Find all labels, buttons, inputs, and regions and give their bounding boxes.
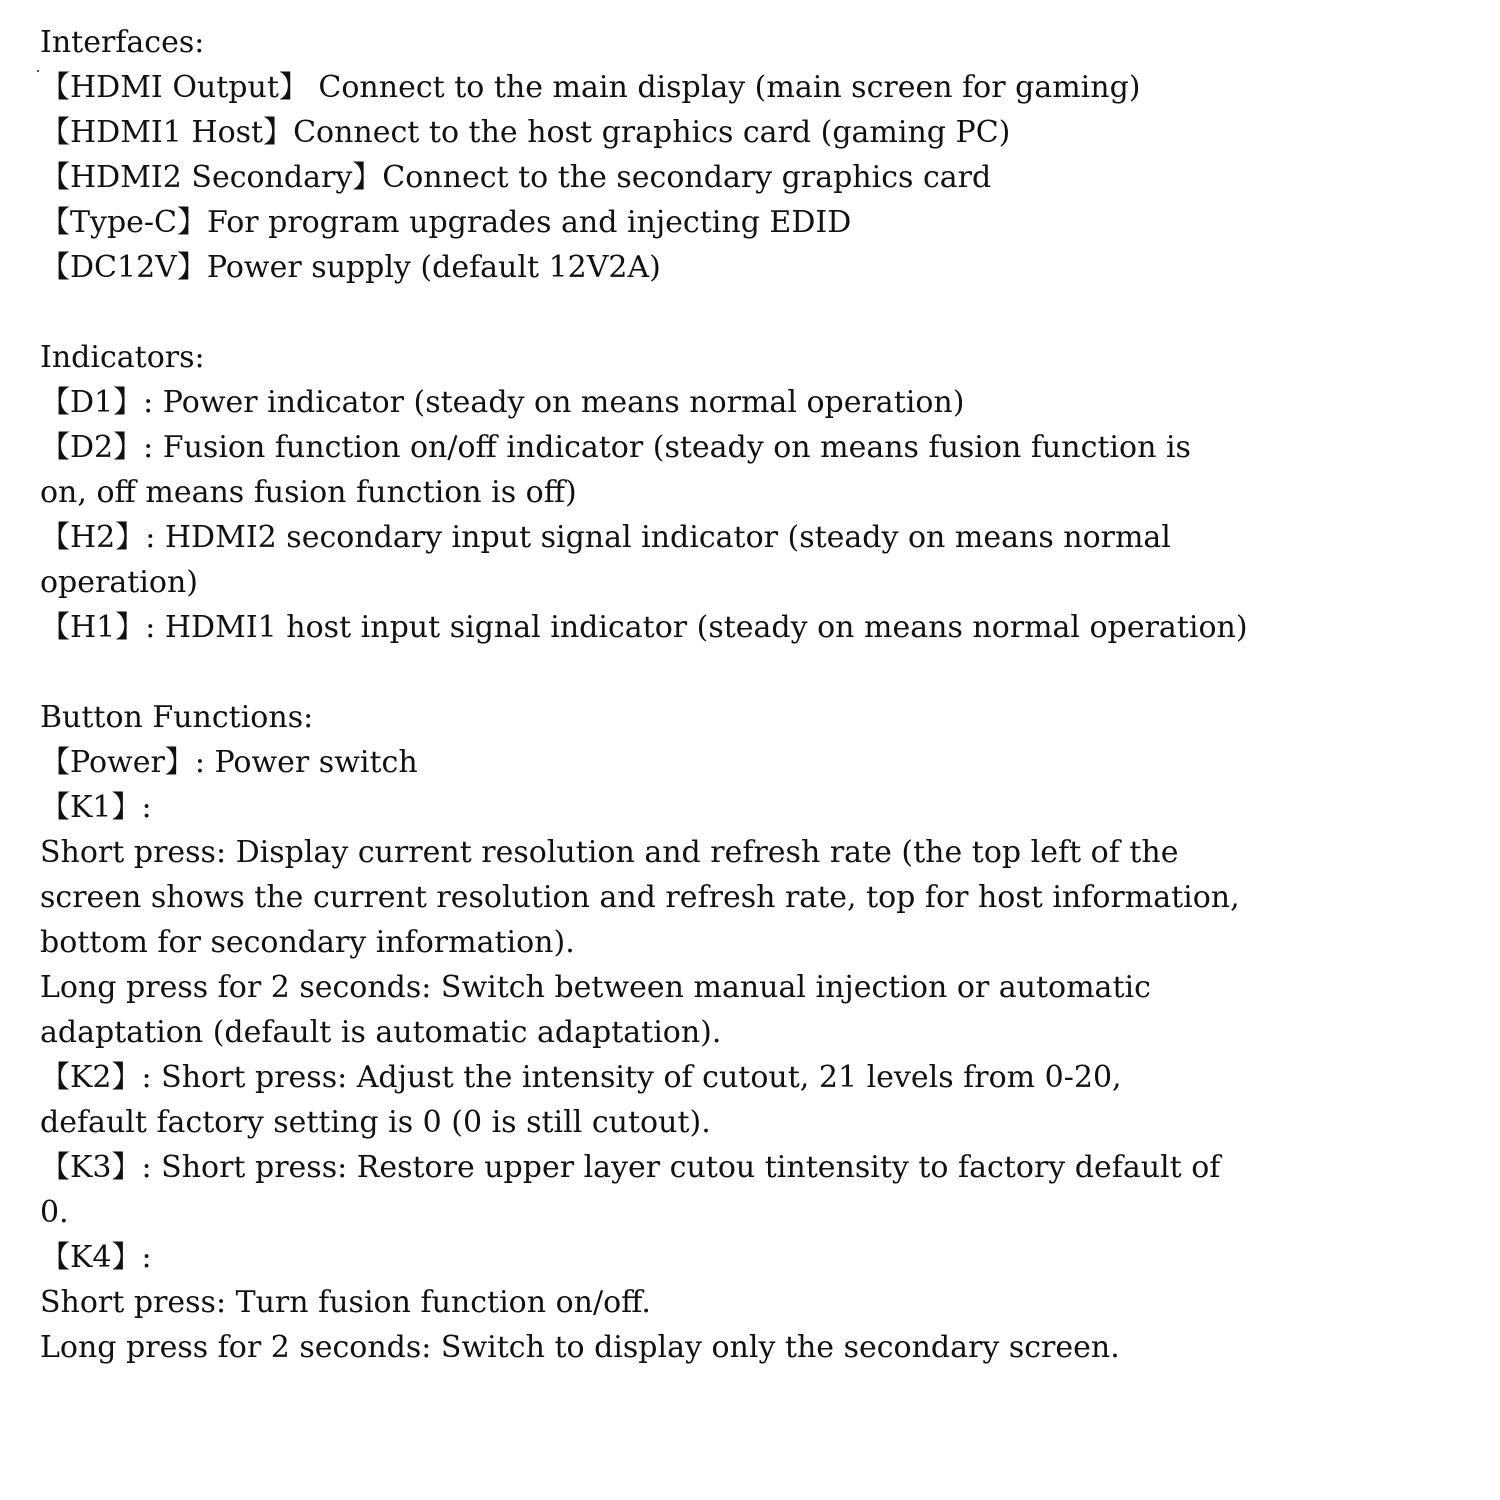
button-text: : bbox=[141, 790, 152, 825]
indicator-item-h2-cont: operation) bbox=[40, 565, 198, 600]
button-text: : Power switch bbox=[194, 745, 418, 780]
indicator-label: 【H1】 bbox=[40, 610, 146, 645]
spacer bbox=[40, 290, 1470, 335]
button-label: 【K3】 bbox=[40, 1150, 142, 1185]
interface-label: 【Type-C】 bbox=[40, 205, 208, 240]
k1-short-press-line-3: bottom for secondary information). bbox=[40, 925, 575, 960]
indicator-text: : HDMI1 host input signal indicator (steady on means normal operation) bbox=[145, 610, 1248, 645]
interface-item-type-c bbox=[40, 200, 1470, 245]
indicator-item-d2-cont: on, off means fusion function is off) bbox=[40, 475, 577, 510]
indicator-item-h2 bbox=[40, 515, 1470, 560]
interface-label: 【DC12V】 bbox=[40, 250, 207, 285]
spacer bbox=[40, 650, 1470, 695]
indicator-text: : Fusion function on/off indicator (steady on means fusion function is bbox=[143, 430, 1191, 465]
k2-cont: default factory setting is 0 (0 is still cutout). bbox=[40, 1105, 711, 1140]
interface-label: 【HDMI Output】 bbox=[40, 70, 309, 105]
stray-mark bbox=[37, 70, 39, 72]
k1-short-press-line-1: Short press: Display current resolution and refresh rate (the top left of the bbox=[40, 835, 1179, 870]
button-item-k2 bbox=[40, 1055, 1470, 1100]
button-item-k4 bbox=[40, 1235, 1470, 1280]
button-text: : Short press: Adjust the intensity of cutout, 21 levels from 0-20, bbox=[141, 1060, 1122, 1095]
indicator-item-h1 bbox=[40, 605, 1470, 650]
indicators-heading: Indicators: bbox=[40, 340, 205, 375]
indicators-section bbox=[40, 335, 1470, 650]
indicator-text: : HDMI2 secondary input signal indicator (steady on means normal bbox=[145, 520, 1171, 555]
button-item-k3 bbox=[40, 1145, 1470, 1190]
k1-short-press-line-2: screen shows the current resolution and refresh rate, top for host information, bbox=[40, 880, 1240, 915]
button-text: : bbox=[141, 1240, 152, 1275]
button-label: 【K4】 bbox=[40, 1240, 142, 1275]
k1-long-press-line-2: adaptation (default is automatic adaptation). bbox=[40, 1015, 722, 1050]
indicator-label: 【D2】 bbox=[40, 430, 144, 465]
interface-text: Connect to the host graphics card (gaming PC) bbox=[293, 115, 1011, 150]
button-functions-section bbox=[40, 695, 1470, 1370]
interface-item-hdmi-output bbox=[40, 65, 1470, 110]
interface-item-hdmi2-secondary bbox=[40, 155, 1470, 200]
interface-label: 【HDMI1 Host】 bbox=[40, 115, 294, 150]
interface-text: Power supply (default 12V2A) bbox=[206, 250, 661, 285]
indicator-label: 【H2】 bbox=[40, 520, 146, 555]
interfaces-heading: Interfaces: bbox=[40, 25, 205, 60]
interface-text: Connect to the main display (main screen for gaming) bbox=[308, 70, 1141, 105]
k3-cont: 0. bbox=[40, 1195, 69, 1230]
interfaces-section bbox=[40, 20, 1470, 290]
k4-long-press: Long press for 2 seconds: Switch to display only the secondary screen. bbox=[40, 1330, 1120, 1365]
k1-long-press-line-1: Long press for 2 seconds: Switch between manual injection or automatic bbox=[40, 970, 1151, 1005]
interface-item-dc12v bbox=[40, 245, 1470, 290]
interface-label: 【HDMI2 Secondary】 bbox=[40, 160, 383, 195]
indicator-item-d2 bbox=[40, 425, 1470, 470]
manual-page bbox=[40, 20, 1470, 1370]
indicator-label: 【D1】 bbox=[40, 385, 144, 420]
interface-item-hdmi1-host bbox=[40, 110, 1470, 155]
button-item-power bbox=[40, 740, 1470, 785]
k4-short-press: Short press: Turn fusion function on/off. bbox=[40, 1285, 651, 1320]
interface-text: For program upgrades and injecting EDID bbox=[207, 205, 852, 240]
button-text: : Short press: Restore upper layer cutou tintensity to factory default of bbox=[141, 1150, 1221, 1185]
interface-text: Connect to the secondary graphics card bbox=[382, 160, 992, 195]
button-item-k1 bbox=[40, 785, 1470, 830]
indicator-text: : Power indicator (steady on means normal operation) bbox=[143, 385, 965, 420]
indicator-item-d1 bbox=[40, 380, 1470, 425]
button-functions-heading: Button Functions: bbox=[40, 700, 314, 735]
button-label: 【Power】 bbox=[40, 745, 195, 780]
button-label: 【K2】 bbox=[40, 1060, 142, 1095]
button-label: 【K1】 bbox=[40, 790, 142, 825]
